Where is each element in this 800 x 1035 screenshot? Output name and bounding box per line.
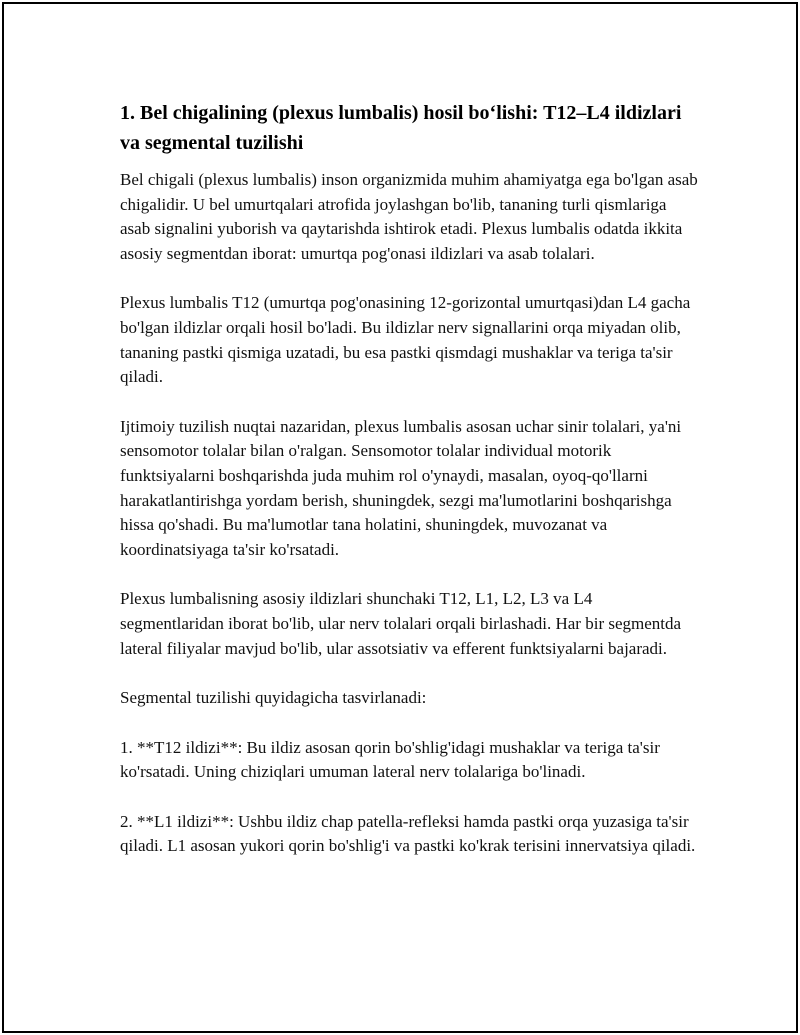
page-frame	[2, 2, 798, 1033]
paragraph-fibers: Ijtimoiy tuzilish nuqtai nazaridan, plexus lumbalis asosan uchar sinir tolalari, ya'ni sensomotor tolalar bilan o'ralgan. Sensomotor tolalar individual motorik funktsiyalarni boshqarishda juda muhim rol o'ynaydi, masalan, oyoq-qo'llarni harakatlantirishga yordam berish, shuningdek, sezgi ma'lumotlarini boshqarishga hissa qo'shadi. Bu ma'lumotlar tana holatini, shuningdek, muvozanat va koordinatsiyaga ta'sir ko'rsatadi.	[120, 416, 682, 559]
paragraph-segmental-intro: Segmental tuzilishi quyidagicha tasvirlanadi:	[120, 688, 427, 708]
list-item-l1: 2. **L1 ildizi**: Ushbu ildiz chap patella-refleksi hamda pastki orqa yuzasiga ta'sir qiladi. L1 asosan yukori qorin bo'shlig'i va pastki ko'krak terisini innervatsiya qiladi.	[120, 811, 696, 856]
document-body	[120, 98, 700, 884]
paragraph-roots: Plexus lumbalisning asosiy ildizlari shunchaki T12, L1, L2, L3 va L4 segmentlaridan iborat bo'lib, ular nerv tolalari orqali birlashadi. Har bir segmentda lateral filiyalar mavjud bo'lib, ular assotsiativ va efferent funktsiyalarni bajaradi.	[120, 589, 682, 658]
section-heading: 1. Bel chigalining (plexus lumbalis) hosil bo‘lishi: T12–L4 ildizlari va segmental tuzilishi	[120, 102, 682, 154]
paragraph-formation: Plexus lumbalis T12 (umurtqa pog'onasining 12-gorizontal umurtqasi)dan L4 gacha bo'lgan ildizlar orqali hosil bo'ladi. Bu ildizlar nerv signallarini orqa miyadan olib, tananing pastki qismiga uzatadi, bu esa pastki qismdagi mushaklar va teriga ta'sir qiladi.	[120, 293, 691, 387]
list-item-t12: 1. **T12 ildizi**: Bu ildiz asosan qorin bo'shlig'idagi mushaklar va teriga ta'sir ko'rsatadi. Uning chiziqlari umuman lateral nerv tolalariga bo'linadi.	[120, 737, 660, 782]
paragraph-intro: Bel chigali (plexus lumbalis) inson organizmida muhim ahamiyatga ega bo'lgan asab chigalidir. U bel umurtqalari atrofida joylashgan bo'lib, tananing turli qismlariga asab signalini yuborish va qaytarishda ishtirok etadi. Plexus lumbalis odatda ikkita asosiy segmentdan iborat: umurtqa pog'onasi ildizlari va asab tolalari.	[120, 170, 698, 263]
